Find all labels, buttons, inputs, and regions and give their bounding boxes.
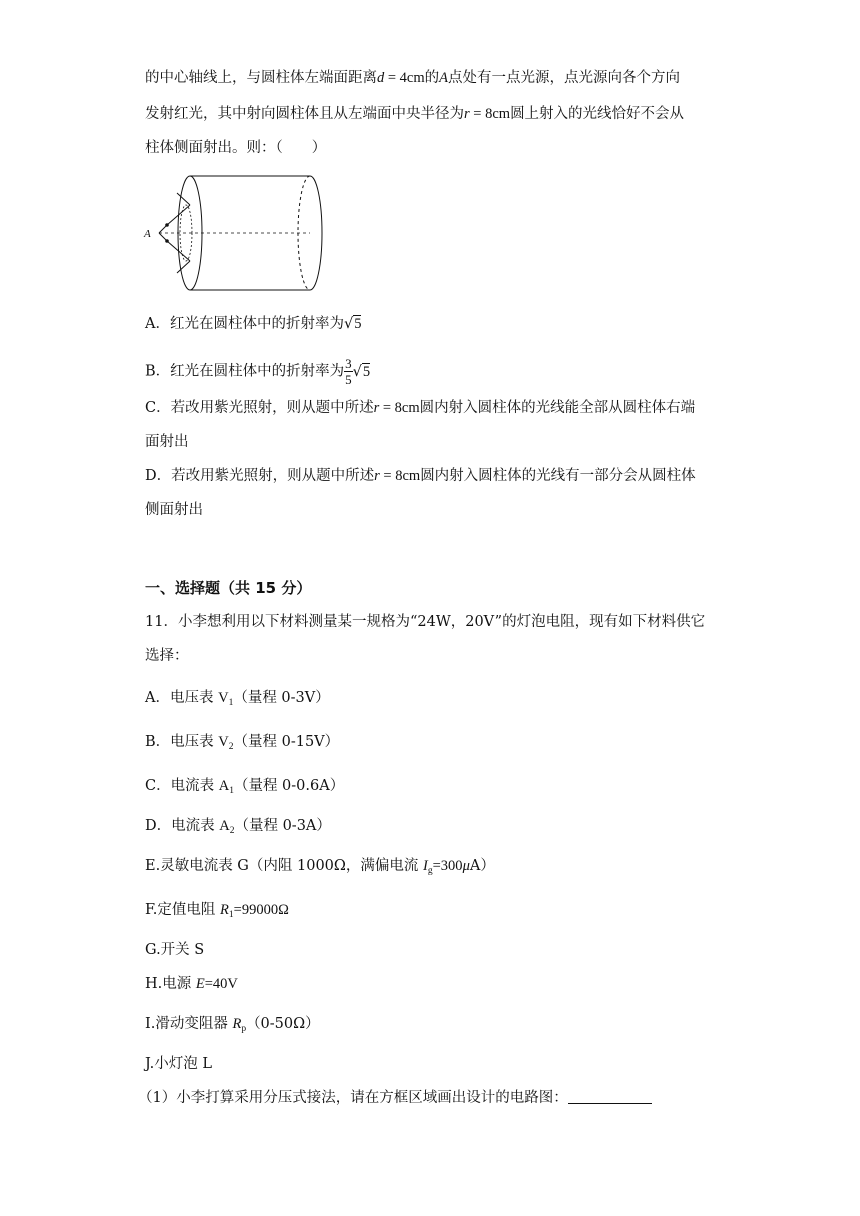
item-i: I.滑动变阻器 $R_p(0-50\Omega)$ — [145, 1016, 320, 1034]
fraction: $\frac{3}{5}$ — [345, 356, 352, 387]
item-f: F.定值电阻 $R_1=99000\Omega$ — [145, 902, 289, 920]
q10-line-2: 发射红光，其中射向圆柱体且从左端面中央半径为r = 8cm圆上射入的光线恰好不会从 — [145, 106, 685, 122]
sqrt-expression: √5 — [343, 316, 362, 332]
item-b: B．电压表 $V_2$（量程 0-15V） — [145, 734, 340, 752]
option-c-line-2: 面射出 — [145, 434, 189, 450]
item-a: A．电压表 $V_1$（量程 0-3V） — [145, 690, 330, 708]
answer-blank[interactable] — [568, 1089, 652, 1104]
option-d-line-1: D．若改用紫光照射，则从题中所述r = 8cm圆内射入圆柱体的光线有一部分会从圆柱体 — [145, 468, 696, 484]
section-heading: 一、选择题（共 15 分） — [145, 579, 312, 597]
option-b: B．红光在圆柱体中的折射率为 $\frac{3}{5}$ √5 — [145, 356, 371, 387]
cylinder-figure — [142, 172, 332, 294]
item-g: G.开关 S — [145, 942, 205, 958]
item-e: E.灵敏电流表 G（内阻 1000Ω，满偏电流 $I_g=300\mu A$） — [145, 858, 495, 876]
point-a-label: A — [144, 228, 151, 240]
option-d-line-2: 侧面射出 — [145, 502, 203, 518]
option-a: A．红光在圆柱体中的折射率为√5 — [145, 316, 362, 332]
q10-line-1: 的中心轴线上，与圆柱体左端面距离d = 4cm的A点处有一点光源，点光源向各个方向 — [145, 70, 681, 86]
item-j: J.小灯泡 L — [145, 1056, 213, 1072]
sqrt-expression: √5 — [352, 363, 371, 380]
q11-line-1: 11．小李想利用以下材料测量某一规格为“24W，20V”的灯泡电阻，现有如下材料供它 — [145, 614, 706, 630]
q10-line-3: 柱体侧面射出。则：（ ） — [145, 140, 327, 156]
q11-line-2: 选择： — [145, 648, 189, 664]
option-c-line-1: C．若改用紫光照射，则从题中所述r = 8cm圆内射入圆柱体的光线能全部从圆柱体右端 — [145, 400, 696, 416]
item-c: C．电流表 $A_1$（量程 0-0.6A） — [145, 778, 345, 796]
item-d: D．电流表 $A_2$（量程 0-3A） — [145, 818, 331, 836]
q11-part-1: （1）小李打算采用分压式接法，请在方框区域画出设计的电路图： — [138, 1088, 652, 1108]
item-h: H.电源 E=40V — [145, 976, 238, 992]
